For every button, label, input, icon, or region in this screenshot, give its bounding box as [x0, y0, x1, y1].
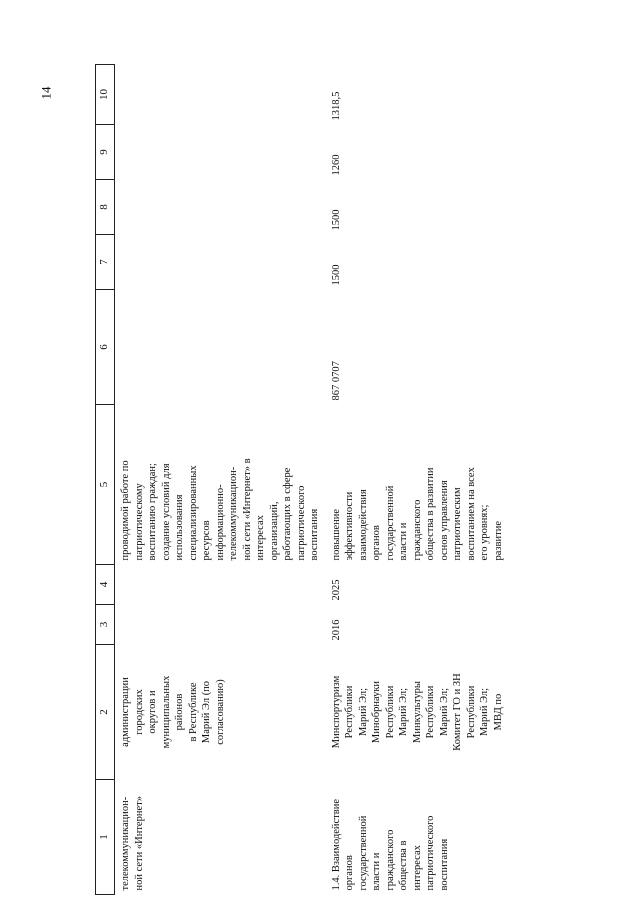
- cell-line: телекоммуникацион-: [228, 466, 239, 561]
- cell-line: согласованию): [214, 679, 226, 745]
- cell-line: государственной: [357, 815, 369, 891]
- cell-line: Республики: [384, 685, 396, 739]
- cell-line: муниципальных: [160, 675, 172, 749]
- cell-line: ресурсов: [201, 520, 212, 561]
- cell-line: Марий Эл;: [479, 687, 490, 737]
- cell-line: развитие: [492, 520, 504, 561]
- table-cell-c7: [115, 235, 326, 290]
- column-header: 8: [96, 180, 115, 235]
- column-header: 3: [96, 605, 115, 645]
- table-cell-c9: [115, 125, 326, 180]
- column-header: 4: [96, 565, 115, 605]
- cell-line: воспитанию граждан;: [147, 463, 158, 561]
- table-cell-c2: [115, 645, 326, 780]
- cell-line: патриотического: [295, 485, 307, 561]
- column-header: 9: [96, 125, 115, 180]
- cell-line: ной сети «Интернет»: [133, 796, 145, 891]
- cell-line: работающих в сфере: [282, 467, 293, 561]
- cell-line: Минкультуры: [411, 681, 423, 743]
- table-cell-c1: [115, 780, 326, 895]
- cell-line: общества в развитии: [425, 467, 436, 561]
- table-cell-c10: 1318,5: [330, 91, 342, 121]
- cell-line: телекоммуникацион-: [120, 796, 131, 891]
- cell-line: интересах: [411, 845, 423, 891]
- header-row: [96, 65, 115, 895]
- cell-line: власти и: [398, 522, 409, 561]
- cell-line: Минобрнауки: [371, 680, 382, 744]
- cell-line: патриотическому: [133, 483, 145, 561]
- table-cell-c3: [115, 605, 326, 645]
- page-number: 14: [38, 86, 54, 100]
- column-header: 6: [96, 290, 115, 405]
- table-row: [115, 65, 326, 895]
- cell-line: Марий Эл (по: [201, 680, 212, 744]
- cell-line: Комитет ГО и ЗН: [452, 673, 463, 751]
- cell-line: ной сети «Интернет» в: [241, 458, 253, 561]
- cell-line: воспитания: [438, 838, 450, 891]
- column-header: 10: [96, 65, 115, 125]
- cell-line: взаимодействия: [357, 489, 369, 561]
- column-header: 7: [96, 235, 115, 290]
- cell-line: воспитания: [309, 508, 320, 561]
- cell-line: МВД по: [492, 693, 504, 731]
- column-header: 5: [96, 405, 115, 565]
- cell-line: 1.4. Взаимодействие: [330, 798, 342, 891]
- cell-line: патриотическим: [452, 487, 463, 561]
- cell-line: гражданского: [411, 499, 423, 561]
- table-cell-c10: [115, 65, 326, 125]
- cell-line: интересах: [255, 515, 266, 561]
- table-cell-c4: [115, 565, 326, 605]
- table-cell-c8: [115, 180, 326, 235]
- table-cell-c6: [115, 290, 326, 405]
- cell-line: Марий Эл;: [357, 687, 369, 737]
- cell-line: воспитанием на всех: [465, 467, 477, 561]
- cell-line: Республики: [465, 685, 477, 739]
- cell-line: использования: [174, 494, 185, 561]
- cell-line: проводимой работе по: [120, 460, 131, 561]
- cell-line: округов и: [147, 690, 158, 734]
- cell-line: администрации: [120, 677, 131, 747]
- cell-line: Республики: [425, 685, 436, 739]
- column-header: 1: [96, 780, 115, 895]
- cell-line: Минспортуризм: [330, 675, 342, 749]
- table-cell-c3: 2016: [330, 619, 342, 641]
- table-cell-c6: 867 0707: [330, 361, 342, 401]
- cell-line: патриотического: [425, 815, 436, 891]
- table-cell-c4: 2025: [330, 579, 342, 601]
- cell-line: государственной: [384, 485, 396, 561]
- program-table: [95, 64, 509, 895]
- cell-line: районов: [174, 693, 185, 731]
- rotated-table-container: [95, 65, 565, 895]
- cell-line: Марий Эл;: [398, 687, 409, 737]
- column-header: 2: [96, 645, 115, 780]
- cell-line: власти и: [371, 852, 382, 891]
- table-cell-c5: [115, 405, 326, 565]
- cell-line: информационно-: [214, 484, 226, 561]
- cell-line: органов: [371, 525, 382, 561]
- table-cell-c5: [326, 405, 510, 565]
- table-cell-c8: 1500: [330, 209, 342, 231]
- table-cell-c1: [326, 780, 510, 895]
- table-cell-c2: [326, 645, 510, 780]
- cell-line: основ управления: [438, 480, 450, 561]
- cell-line: Марий Эл;: [438, 687, 450, 737]
- table-body: [115, 65, 510, 895]
- cell-line: создание условий для: [160, 463, 172, 561]
- cell-line: в Республике: [187, 682, 199, 742]
- cell-line: Республики: [344, 685, 355, 739]
- cell-line: органов: [344, 855, 355, 891]
- table-row: [326, 65, 510, 895]
- cell-line: эффективности: [344, 491, 355, 561]
- table-cell-c9: 1260: [330, 154, 342, 176]
- cell-line: городских: [133, 689, 145, 735]
- cell-line: специализированных: [187, 465, 199, 561]
- cell-line: гражданского: [384, 829, 396, 891]
- cell-line: повышение: [330, 508, 342, 561]
- table-cell-c7: 1500: [330, 264, 342, 286]
- cell-line: общества в: [398, 840, 409, 891]
- cell-line: его уровнях;: [479, 504, 490, 561]
- cell-line: организаций,: [268, 501, 280, 561]
